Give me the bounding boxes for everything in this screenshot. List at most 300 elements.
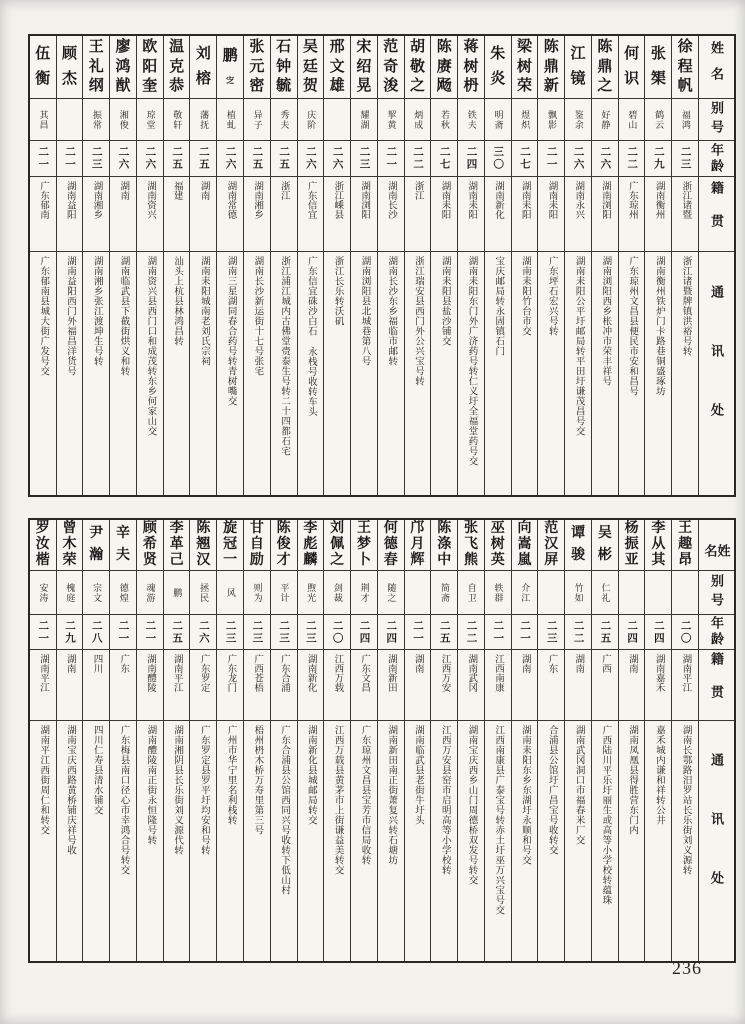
alias-cell: 飘影 <box>538 98 564 140</box>
native-cell: 湖南益阳 <box>57 176 83 251</box>
name-cell: 蒋 树 枬 <box>463 39 479 94</box>
address-cell: 湖南耒阳城南老刘氏宗祠 <box>190 251 216 495</box>
person-column <box>56 520 83 961</box>
alias-cell: 宗文 <box>83 570 109 614</box>
native-cell: 湖南耒阳 <box>458 176 484 251</box>
address-cell: 广东信宜硃沙白石 永栈号收转车头 <box>298 251 324 495</box>
address-cell: 湖南临武县老街牛圩头 <box>405 720 431 961</box>
alias-cell: 藩抚 <box>190 98 216 140</box>
address-cell: 宝庆邮局转永固镇石门 <box>485 251 511 495</box>
native-cell: 湖南衡州 <box>645 176 671 251</box>
native-cell: 湖南武冈 <box>458 649 484 720</box>
row-header-alias: 别号 <box>699 570 734 614</box>
age-cell: 二一 <box>405 614 431 649</box>
name-cell: 范 奇 浚 <box>383 39 399 94</box>
address-cell: 湖南长沙新运街十七号张宅 <box>244 251 270 495</box>
person-column <box>644 520 671 961</box>
age-cell: 二六 <box>592 140 618 176</box>
native-cell: 广东龙门 <box>217 649 243 720</box>
person-column <box>30 520 56 961</box>
person-column <box>82 520 109 961</box>
address-cell: 梧州枬木桥万寿里第三号 <box>244 720 270 961</box>
native-cell: 湖南 <box>190 176 216 251</box>
alias-cell: 植虬 <box>217 98 243 140</box>
native-cell: 湖南 <box>565 649 591 720</box>
person-column <box>323 36 350 495</box>
address-cell: 广东梅县南口径心市幸鸿合号转交 <box>110 720 136 961</box>
name-cell: 廖 鸿 猷 <box>115 39 131 94</box>
alias-cell: 荆才 <box>351 570 377 614</box>
person-column <box>270 520 297 961</box>
person-column <box>484 520 511 961</box>
person-column <box>537 520 564 961</box>
row-header-addr: 通讯处 <box>699 251 734 495</box>
address-cell: 湖南湘阴县长乐街刘义源代转 <box>164 720 190 961</box>
name-cell: 范 汉 屏 <box>544 521 559 568</box>
age-cell: 二一 <box>538 140 564 176</box>
name-cell: 顾 杰 <box>62 45 78 88</box>
person-column <box>564 36 591 495</box>
alias-cell <box>645 570 671 614</box>
alias-cell: 湘俊 <box>110 98 136 140</box>
alias-cell: 简斋 <box>431 570 457 614</box>
name-cell: 李 革 己 <box>169 521 184 568</box>
age-cell: 二四 <box>378 614 404 649</box>
name-cell: 何 识 <box>624 45 640 88</box>
native-cell: 湖南常德 <box>217 176 243 251</box>
name-cell: 陈 涤 中 <box>437 521 452 568</box>
address-cell: 湖南新化县城邮局转交 <box>298 720 324 961</box>
name-cell: 王 礼 纲 <box>88 39 104 94</box>
native-cell: 浙江 <box>271 176 297 251</box>
name-cell: 刘 佩 之 <box>330 521 345 568</box>
age-cell: 二五 <box>592 614 618 649</box>
native-cell: 湖南嘉禾 <box>645 649 671 720</box>
name-cell: 杨 振 亚 <box>624 521 639 568</box>
age-cell: 二二 <box>619 140 645 176</box>
name-cell: 欧 阳 奎 <box>142 39 158 94</box>
address-cell: 湖南耒阳竹台市交 <box>512 251 538 495</box>
address-cell: 湖南武冈洞口市福春米厂交 <box>565 720 591 961</box>
native-cell: 湖南平江 <box>672 649 698 720</box>
address-cell: 浙江长乐转沃矶 <box>324 251 350 495</box>
person-column <box>297 520 324 961</box>
name-cell: 张 榘 <box>650 45 666 88</box>
native-cell: 湖南新田 <box>378 649 404 720</box>
alias-cell: 炳成 <box>405 98 431 140</box>
person-column <box>404 36 431 495</box>
row-header-name: 姓名 <box>709 41 724 93</box>
name-cell: 顾 希 贤 <box>142 521 157 568</box>
name-cell: 刘 榕 <box>195 45 211 88</box>
name-cell: 向 嵩 嵐 <box>517 521 532 568</box>
person-column <box>216 36 243 495</box>
address-cell: 湖南宝庆西乡山门周德桥双发号转交 <box>458 720 484 961</box>
alias-cell: 异子 <box>244 98 270 140</box>
age-cell: 二七 <box>512 140 538 176</box>
native-cell: 湖南永兴 <box>565 176 591 251</box>
person-column <box>136 36 163 495</box>
row-header-column <box>698 520 734 961</box>
alias-cell: 挈黄 <box>378 98 404 140</box>
alias-cell: 耀湖 <box>351 98 377 140</box>
row-header-addr: 通讯处 <box>699 720 734 961</box>
native-cell: 江西万载 <box>324 649 350 720</box>
alias-cell: 槐庭 <box>57 570 83 614</box>
age-cell: 二一 <box>512 614 538 649</box>
age-cell: 二五 <box>164 614 190 649</box>
native-cell: 湖南 <box>619 649 645 720</box>
native-cell: 湖南 <box>512 649 538 720</box>
alias-cell: 庆阶 <box>298 98 324 140</box>
address-cell: 湖南耒阳东门外广济药号转仁义圩全福堂药号交 <box>458 251 484 495</box>
age-cell: 二〇 <box>672 614 698 649</box>
alias-cell: 介江 <box>512 570 538 614</box>
alias-cell: 鹤云 <box>645 98 671 140</box>
alias-cell: 鹏 <box>164 570 190 614</box>
alias-cell: 平计 <box>271 570 297 614</box>
name-cell: 陈 翘 汉 <box>196 521 211 568</box>
native-cell: 湖南 <box>57 649 83 720</box>
native-cell: 广东罗定 <box>190 649 216 720</box>
age-cell: 二三 <box>271 614 297 649</box>
name-cell: 温 克 恭 <box>169 39 185 94</box>
name-cell: 陈 鼎 之 <box>597 39 613 94</box>
name-cell: 梁 树 荣 <box>517 39 533 94</box>
address-cell: 合浦县公馆圩广昌宝号收转交 <box>538 720 564 961</box>
age-cell: 二三 <box>298 614 324 649</box>
row-header-name: 姓名 <box>702 544 731 570</box>
age-cell: 二四 <box>619 614 645 649</box>
alias-cell: 煦光 <box>298 570 324 614</box>
address-cell: 广东琼州文昌县宝芳市信局收转 <box>351 720 377 961</box>
address-cell: 广东合浦县公馆西同兴号收转下低山村 <box>271 720 297 961</box>
alias-cell <box>672 570 698 614</box>
native-cell: 湖南湘乡 <box>244 176 270 251</box>
age-cell: 二六 <box>137 140 163 176</box>
person-column <box>644 36 671 495</box>
age-cell: 二三 <box>672 140 698 176</box>
row-header-alias: 别号 <box>699 98 734 140</box>
age-cell: 二九 <box>57 614 83 649</box>
address-cell: 广西陆川平乐圩丽生或高等小学校转蕴珠 <box>592 720 618 961</box>
native-cell: 湖南浏阳 <box>351 176 377 251</box>
address-cell: 广东琼州文昌县便民市安和昌号 <box>619 251 645 495</box>
native-cell: 湖南醴陵 <box>137 649 163 720</box>
person-column <box>564 520 591 961</box>
address-cell: 湖南湘乡张江渡坤生号转 <box>83 251 109 495</box>
alias-cell: 敬轩 <box>164 98 190 140</box>
age-cell: 二一 <box>57 140 83 176</box>
native-cell: 广东 <box>110 649 136 720</box>
age-cell: 二〇 <box>324 614 350 649</box>
alias-cell: 随之 <box>378 570 404 614</box>
address-cell: 浙江诸暨牌镇洪裕号转 <box>672 251 698 495</box>
address-cell: 湖南益阳西门外福昌洋货号 <box>57 251 83 495</box>
name-cell: 伍 衡 <box>35 45 51 88</box>
person-column <box>243 520 270 961</box>
native-cell: 浙江嵊县 <box>324 176 350 251</box>
age-cell: 二三 <box>538 614 564 649</box>
native-cell: 江西南康 <box>485 649 511 720</box>
native-cell: 湖南资兴 <box>137 176 163 251</box>
name-cell: 李 彪 麟 <box>303 521 318 568</box>
name-cell: 吴 彬 <box>597 526 612 563</box>
native-cell: 湖南 <box>110 176 136 251</box>
address-cell: 湖南长沙东乡福临市邮转 <box>378 251 404 495</box>
alias-cell <box>324 98 350 140</box>
alias-cell: 鉴余 <box>565 98 591 140</box>
native-cell: 四川 <box>83 649 109 720</box>
name-cell: 曾 木 荣 <box>62 521 77 568</box>
name-cell: 王 梦 卜 <box>356 521 371 568</box>
name-cell: 谭 骏 <box>571 526 586 563</box>
age-cell: 二五 <box>164 140 190 176</box>
person-column <box>136 520 163 961</box>
age-cell: 二七 <box>431 140 457 176</box>
person-column <box>189 36 216 495</box>
alias-cell: 其昌 <box>30 98 56 140</box>
name-cell: 陈 鼎 新 <box>543 39 559 94</box>
directory-table-bottom <box>28 518 736 963</box>
alias-cell: 竹如 <box>565 570 591 614</box>
alias-cell: 振常 <box>83 98 109 140</box>
address-cell: 湖南醴陵南正街永恒隆号转 <box>137 720 163 961</box>
name-cell: 鹏 㝎 <box>222 48 238 85</box>
person-column <box>109 36 136 495</box>
address-cell: 湖南浏阳县北城巷第八号 <box>351 251 377 495</box>
name-cell: 王 趣 昂 <box>678 521 693 568</box>
person-column <box>377 520 404 961</box>
alias-cell: 碧山 <box>619 98 645 140</box>
directory-table-top <box>28 34 736 497</box>
address-cell: 江西万安县窑市启明高等小学校转 <box>431 720 457 961</box>
alias-cell: 风 <box>217 570 243 614</box>
native-cell: 广西 <box>592 649 618 720</box>
native-cell: 湖南平江 <box>164 649 190 720</box>
age-cell: 二一 <box>485 614 511 649</box>
person-column <box>430 36 457 495</box>
age-cell: 二六 <box>190 614 216 649</box>
native-cell: 湖南长沙 <box>378 176 404 251</box>
person-column <box>671 36 698 495</box>
age-cell: 二二 <box>458 614 484 649</box>
native-cell: 广东信宜 <box>298 176 324 251</box>
name-cell: 江 镜 <box>570 45 586 88</box>
person-column <box>30 36 56 495</box>
person-column <box>591 520 618 961</box>
age-cell: 二二 <box>565 614 591 649</box>
address-cell: 汕头上杭县林鸿昌转 <box>164 251 190 495</box>
name-cell: 胡 敬 之 <box>409 39 425 94</box>
native-cell: 湖南耒阳 <box>431 176 457 251</box>
person-column <box>350 36 377 495</box>
alias-cell <box>57 98 83 140</box>
row-header-age: 年龄 <box>699 140 734 176</box>
age-cell: 二三 <box>351 140 377 176</box>
alias-cell <box>405 570 431 614</box>
name-cell: 甘 自 励 <box>249 521 264 568</box>
native-cell: 湖南湘乡 <box>83 176 109 251</box>
age-cell: 二二 <box>405 140 431 176</box>
name-cell: 尹 瀚 <box>89 526 104 563</box>
address-cell: 广东坪石宏兴号转 <box>538 251 564 495</box>
native-cell: 湖南耒阳 <box>538 176 564 251</box>
name-cell: 吴 廷 贺 <box>302 39 318 94</box>
row-header-column <box>698 36 734 495</box>
name-cell: 张 飞 熊 <box>464 521 478 568</box>
address-cell: 湖南三星湖同春合药号转青树嘴交 <box>217 251 243 495</box>
person-column <box>430 520 457 961</box>
native-cell: 福建 <box>164 176 190 251</box>
address-cell: 湖南衡州铁炉门卡路巷铜盛琢坊 <box>645 251 671 495</box>
alias-cell: 铁夫 <box>458 98 484 140</box>
alias-cell <box>619 570 645 614</box>
native-cell: 湖南耒阳 <box>512 176 538 251</box>
person-column <box>323 520 350 961</box>
age-cell: 二九 <box>645 140 671 176</box>
age-cell: 二四 <box>645 614 671 649</box>
native-cell: 广东郁南 <box>30 176 56 251</box>
name-cell: 宋 绍 晃 <box>356 39 372 94</box>
age-cell: 二六 <box>298 140 324 176</box>
native-cell: 湖南平江 <box>30 649 56 720</box>
person-column <box>404 520 431 961</box>
age-cell: 二三 <box>244 614 270 649</box>
alias-cell: 秀夫 <box>271 98 297 140</box>
native-cell: 湖南新化 <box>485 176 511 251</box>
person-column <box>82 36 109 495</box>
age-cell: 二五 <box>244 140 270 176</box>
address-cell: 湖南耒阳县盐沙铺交 <box>431 251 457 495</box>
age-cell: 二三 <box>83 140 109 176</box>
native-cell: 浙江诸暨 <box>672 176 698 251</box>
person-column <box>216 520 243 961</box>
alias-cell: 仁礼 <box>592 570 618 614</box>
age-cell: 二五 <box>431 614 457 649</box>
age-cell: 二五 <box>190 140 216 176</box>
alias-cell: 自卫 <box>458 570 484 614</box>
age-cell: 二一 <box>137 614 163 649</box>
address-cell: 广东罗定县罗平圩均安和号转 <box>190 720 216 961</box>
age-cell: 二一 <box>30 140 56 176</box>
person-column <box>377 36 404 495</box>
address-cell: 广东郁南县城大街广发号交 <box>30 251 56 495</box>
address-cell: 湖南长鄂路汨罗站长乐街刘义源转 <box>672 720 698 961</box>
name-cell: 徐 程 帆 <box>677 39 693 94</box>
person-column <box>297 36 324 495</box>
name-cell: 辛 夫 <box>116 526 131 563</box>
alias-cell: 剑裁 <box>324 570 350 614</box>
alias-cell: 轶群 <box>485 570 511 614</box>
address-cell: 湖南临武县下截街烘义和转 <box>110 251 136 495</box>
alias-cell: 若秋 <box>431 98 457 140</box>
alias-cell: 福鸿 <box>672 98 698 140</box>
age-cell: 二六 <box>110 140 136 176</box>
address-cell: 湖南平江西街周仁和转交 <box>30 720 56 961</box>
alias-cell: 德煌 <box>110 570 136 614</box>
row-header-age: 年龄 <box>699 614 734 649</box>
person-column <box>457 520 484 961</box>
alias-cell: 安涛 <box>30 570 56 614</box>
name-cell: 陈 俊 才 <box>276 521 291 568</box>
address-cell: 湖南宝庆西路黄桥铺庆祥号收 <box>57 720 83 961</box>
name-cell: 陈 赓 飏 <box>436 39 452 94</box>
age-cell: 二三 <box>217 614 243 649</box>
age-cell: 二五 <box>271 140 297 176</box>
age-cell: 二八 <box>83 614 109 649</box>
native-cell: 江西万安 <box>431 649 457 720</box>
person-column <box>243 36 270 495</box>
address-cell: 浙江浦江城内古佛堂赍泰生号转二十四都石宅 <box>271 251 297 495</box>
name-cell: 旋 冠 一 <box>223 521 238 568</box>
age-cell: 二六 <box>324 140 350 176</box>
alias-cell: 则为 <box>244 570 270 614</box>
address-cell: 四川仁寿县清水铺交 <box>83 720 109 961</box>
address-cell: 湖南资兴县西门口和成茂转东乡何家山交 <box>137 251 163 495</box>
name-cell: 巫 树 英 <box>490 521 505 568</box>
person-column <box>457 36 484 495</box>
address-cell: 湖南新田南正街萧复兴转石塘坊 <box>378 720 404 961</box>
address-cell: 湖南凤凰县得胜营东门内 <box>619 720 645 961</box>
name-cell: 张 元 密 <box>249 39 265 94</box>
alias-cell: 明斋 <box>485 98 511 140</box>
age-cell: 二六 <box>217 140 243 176</box>
age-cell: 二六 <box>565 140 591 176</box>
person-column <box>618 36 645 495</box>
name-cell: 罗 汝 楷 <box>35 521 50 568</box>
address-cell: 湖南耒阳公平圩邮局转平田圩谦茂昌号交 <box>565 251 591 495</box>
age-cell: 二一 <box>378 140 404 176</box>
native-cell: 湖南新化 <box>298 649 324 720</box>
page-number: 236 <box>672 958 702 978</box>
name-cell: 朱 炎 <box>490 45 506 88</box>
row-header-native: 籍贯 <box>699 649 734 720</box>
person-column <box>511 36 538 495</box>
native-cell: 湖南 <box>405 649 431 720</box>
native-cell: 广东 <box>538 649 564 720</box>
person-column <box>163 36 190 495</box>
name-cell: 石 钟 毓 <box>276 39 292 94</box>
address-cell: 湖南耒阳东乡东湖圩永顺和号交 <box>512 720 538 961</box>
native-cell: 广东琼州 <box>619 176 645 251</box>
alias-cell: 煜炽 <box>512 98 538 140</box>
alias-cell <box>538 570 564 614</box>
row-header-native: 籍贯 <box>699 176 734 251</box>
address-cell: 江西万载县黄茅市上街谦益美转交 <box>324 720 350 961</box>
age-cell: 二一 <box>110 614 136 649</box>
native-cell: 广东合浦 <box>271 649 297 720</box>
person-column <box>163 520 190 961</box>
person-column <box>591 36 618 495</box>
address-cell: 江西南康县广泰宝号转赤土圩巫万兴宝号交 <box>485 720 511 961</box>
alias-cell: 魂游 <box>137 570 163 614</box>
person-column <box>270 36 297 495</box>
person-column <box>484 36 511 495</box>
person-column <box>671 520 698 961</box>
alias-cell: 拯民 <box>190 570 216 614</box>
native-cell: 浙江 <box>405 176 431 251</box>
person-column <box>537 36 564 495</box>
native-cell: 广西苍梧 <box>244 649 270 720</box>
name-cell: 邝 月 辉 <box>410 521 425 568</box>
age-cell: 二四 <box>458 140 484 176</box>
native-cell: 广东文昌 <box>351 649 377 720</box>
person-column <box>511 520 538 961</box>
age-cell: 二四 <box>351 614 377 649</box>
age-cell: 三〇 <box>485 140 511 176</box>
person-column <box>618 520 645 961</box>
